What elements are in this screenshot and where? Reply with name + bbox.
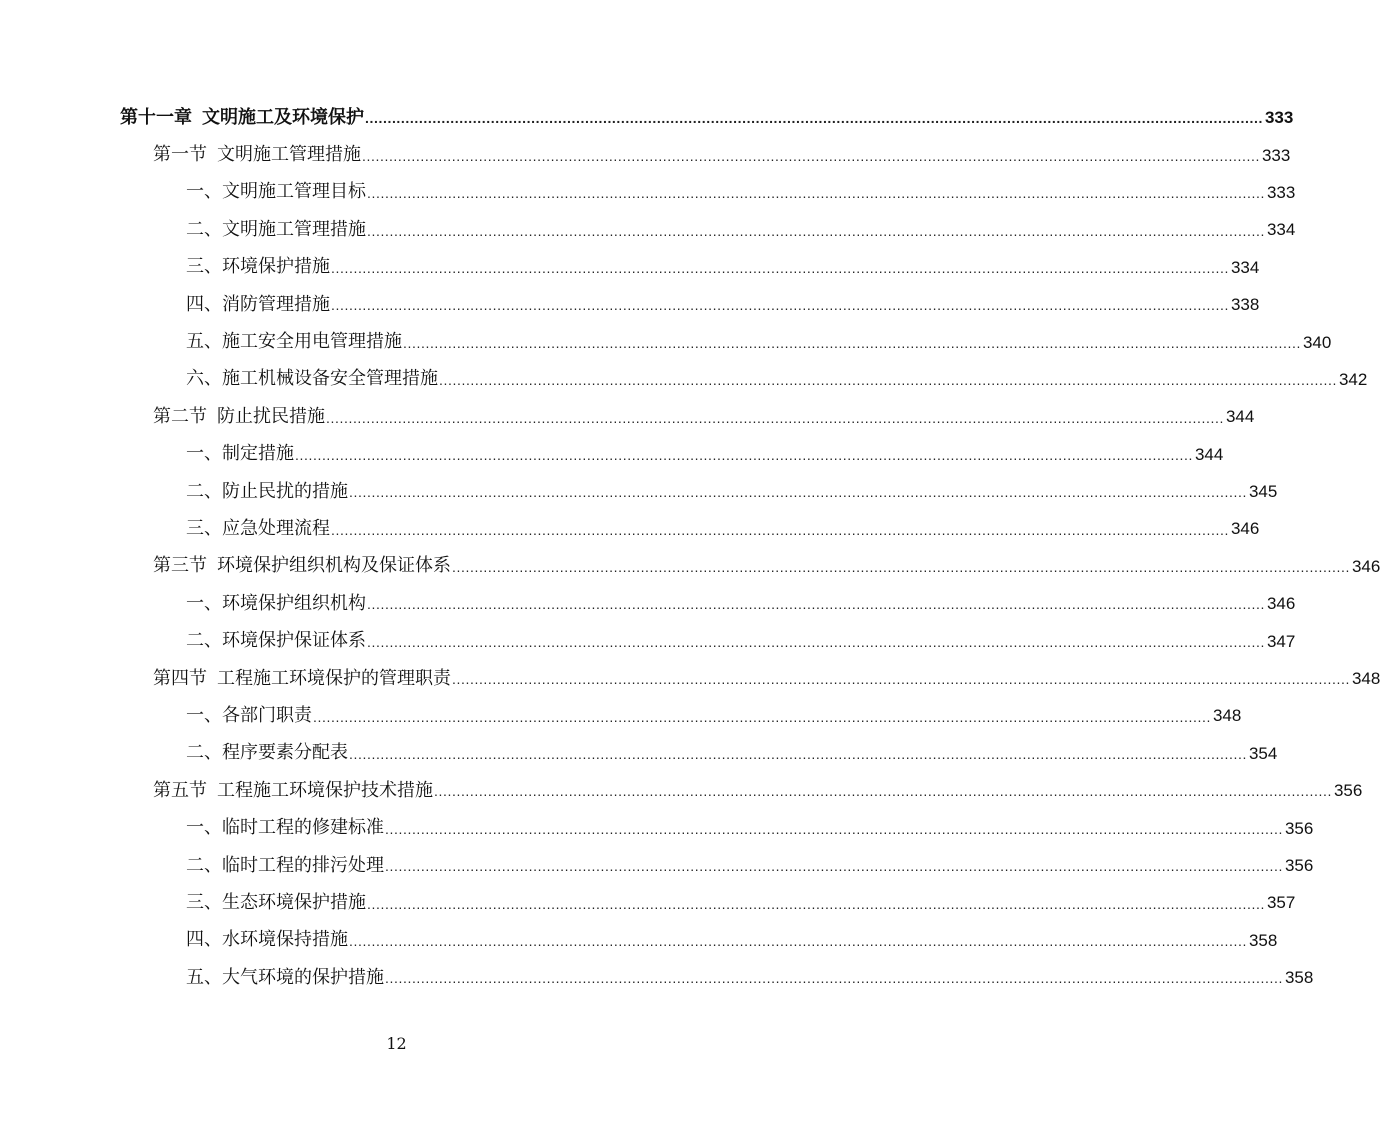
toc-entry-label	[186, 517, 331, 539]
toc-dot-leader: ........................................................................................................................................................................................................	[349, 484, 1247, 501]
toc-dot-leader: ........................................................................................................................................................................................................	[331, 259, 1229, 276]
toc-entry-title: 文明施工管理措施	[217, 144, 361, 166]
toc-entry-label	[153, 146, 362, 164]
toc-dot-leader: ........................................................................................................................................................................................................	[385, 858, 1283, 875]
toc-entry-page: 358	[1284, 968, 1314, 988]
toc-entry-title: 四、水环境保持措施	[186, 929, 348, 951]
toc-entry-title: 一、环境保护组织机构	[186, 592, 366, 614]
toc-entry-page: 338	[1230, 295, 1260, 315]
toc-item-entry[interactable]	[0, 473, 1278, 510]
toc-entry-title: 四、消防管理措施	[186, 293, 330, 315]
toc-entry-title: 二、临时工程的排污处理	[186, 854, 384, 876]
toc-entry-title: 三、环境保护措施	[186, 256, 330, 278]
toc-item-entry[interactable]	[0, 361, 1368, 398]
toc-entry-label	[186, 480, 349, 502]
toc-entry-page: 348	[1351, 669, 1380, 689]
toc-entry-label	[153, 557, 452, 575]
toc-entry-page: 348	[1212, 706, 1242, 726]
toc-entry-title: 一、制定措施	[186, 443, 294, 465]
toc-item-entry[interactable]	[0, 847, 1314, 884]
toc-entry-number: 第三节	[153, 555, 207, 577]
toc-entry-label	[186, 370, 439, 388]
toc-entry-title: 六、施工机械设备安全管理措施	[186, 368, 438, 390]
toc-dot-leader: ........................................................................................................................................................................................................	[365, 110, 1263, 127]
toc-dot-leader: ........................................................................................................................................................................................................	[326, 409, 1224, 426]
toc-item-entry[interactable]	[0, 286, 1260, 323]
toc-entry-page: 333	[1266, 182, 1296, 202]
toc-item-entry[interactable]	[0, 249, 1260, 286]
toc-entry-title: 工程施工环境保护技术措施	[217, 779, 433, 801]
toc-dot-leader: ........................................................................................................................................................................................................	[452, 559, 1350, 576]
toc-entry-page: 346	[1266, 594, 1296, 614]
toc-entry-label	[186, 966, 385, 988]
toc-entry-page: 340	[1302, 332, 1332, 352]
toc-dot-leader: ........................................................................................................................................................................................................	[403, 334, 1301, 351]
toc-section-entry[interactable]	[0, 398, 1255, 435]
toc-entry-page: 333	[1261, 145, 1291, 165]
toc-entry-label	[186, 744, 349, 762]
toc-entry-page: 357	[1266, 893, 1296, 913]
toc-entry-label	[186, 891, 367, 913]
toc-entry-title: 文明施工及环境保护	[202, 106, 364, 128]
toc-dot-leader: ........................................................................................................................................................................................................	[362, 147, 1260, 164]
toc-dot-leader: ........................................................................................................................................................................................................	[367, 222, 1265, 239]
toc-entry-label	[186, 819, 385, 837]
toc-item-entry[interactable]	[0, 585, 1296, 622]
toc-chapter-entry[interactable]	[0, 99, 1294, 136]
toc-entry-label	[186, 445, 295, 463]
toc-entry-title: 三、应急处理流程	[186, 517, 330, 539]
toc-entry-number: 第四节	[153, 667, 207, 689]
toc-item-entry[interactable]	[0, 697, 1242, 734]
toc-entry-number: 第一节	[153, 144, 207, 166]
toc-dot-leader: ........................................................................................................................................................................................................	[367, 895, 1265, 912]
toc-dot-leader: ........................................................................................................................................................................................................	[434, 783, 1332, 800]
toc-dot-leader: ........................................................................................................................................................................................................	[331, 297, 1229, 314]
toc-section-entry[interactable]	[0, 548, 1380, 585]
toc-entry-title: 工程施工环境保护的管理职责	[217, 667, 451, 689]
toc-entry-label	[186, 258, 331, 276]
table-of-contents	[0, 99, 1380, 996]
toc-entry-page: 356	[1284, 856, 1314, 875]
toc-entry-label	[186, 592, 367, 614]
toc-entry-page: 356	[1333, 781, 1363, 801]
toc-item-entry[interactable]	[0, 436, 1224, 473]
toc-item-entry[interactable]	[0, 211, 1296, 248]
toc-dot-leader: ........................................................................................................................................................................................................	[439, 372, 1337, 389]
toc-dot-leader: ........................................................................................................................................................................................................	[313, 708, 1211, 725]
toc-entry-label	[186, 632, 367, 650]
toc-entry-title: 三、生态环境保护措施	[186, 891, 366, 913]
toc-item-entry[interactable]	[0, 922, 1278, 959]
toc-dot-leader: ........................................................................................................................................................................................................	[452, 671, 1350, 688]
toc-entry-page: 346	[1351, 556, 1380, 576]
toc-dot-leader: ........................................................................................................................................................................................................	[295, 446, 1193, 463]
toc-entry-page: 344	[1225, 407, 1255, 427]
toc-entry-label	[186, 931, 349, 949]
toc-dot-leader: ........................................................................................................................................................................................................	[349, 746, 1247, 763]
toc-entry-label	[186, 704, 313, 726]
toc-item-entry[interactable]	[0, 174, 1296, 211]
toc-item-entry[interactable]	[0, 884, 1296, 921]
toc-entry-title: 一、各部门职责	[186, 704, 312, 726]
toc-entry-label	[120, 106, 365, 128]
toc-entry-label	[186, 293, 331, 315]
toc-entry-page: 344	[1194, 444, 1224, 464]
toc-item-entry[interactable]	[0, 959, 1314, 996]
toc-entry-page: 346	[1230, 519, 1260, 539]
toc-dot-leader: ........................................................................................................................................................................................................	[349, 932, 1247, 949]
toc-entry-label	[186, 218, 367, 240]
toc-entry-title: 二、防止民扰的措施	[186, 480, 348, 502]
toc-entry-title: 二、程序要素分配表	[186, 742, 348, 764]
toc-entry-label	[186, 183, 367, 201]
toc-dot-leader: ........................................................................................................................................................................................................	[367, 596, 1265, 613]
toc-entry-title: 一、文明施工管理目标	[186, 181, 366, 203]
toc-entry-label	[186, 333, 403, 351]
toc-entry-page: 345	[1248, 482, 1278, 502]
toc-dot-leader: ........................................................................................................................................................................................................	[367, 185, 1265, 202]
toc-item-entry[interactable]	[0, 735, 1278, 772]
toc-dot-leader: ........................................................................................................................................................................................................	[367, 633, 1265, 650]
toc-entry-page: 356	[1284, 818, 1314, 838]
toc-dot-leader: ........................................................................................................................................................................................................	[385, 820, 1283, 837]
toc-section-entry[interactable]	[0, 772, 1363, 809]
toc-entry-title: 二、文明施工管理措施	[186, 218, 366, 240]
toc-entry-title: 环境保护组织机构及保证体系	[217, 555, 451, 577]
toc-entry-page: 347	[1266, 631, 1296, 651]
toc-entry-page: 354	[1248, 743, 1278, 763]
toc-item-entry[interactable]	[0, 323, 1332, 360]
toc-item-entry[interactable]	[0, 622, 1296, 659]
toc-entry-label	[153, 405, 326, 427]
toc-entry-number: 第十一章	[120, 106, 192, 128]
toc-entry-page: 358	[1248, 930, 1278, 950]
toc-entry-title: 二、环境保护保证体系	[186, 630, 366, 652]
toc-entry-title: 五、大气环境的保护措施	[186, 966, 384, 988]
toc-entry-number: 第二节	[153, 405, 207, 427]
toc-entry-title: 防止扰民措施	[217, 405, 325, 427]
toc-entry-label	[153, 667, 452, 689]
toc-dot-leader: ........................................................................................................................................................................................................	[385, 970, 1283, 987]
toc-entry-page: 334	[1266, 220, 1296, 240]
toc-entry-page: 333	[1264, 108, 1294, 128]
toc-entry-number: 第五节	[153, 779, 207, 801]
toc-item-entry[interactable]	[0, 809, 1314, 846]
toc-entry-title: 五、施工安全用电管理措施	[186, 331, 402, 353]
toc-section-entry[interactable]	[0, 660, 1380, 697]
toc-dot-leader: ........................................................................................................................................................................................................	[331, 521, 1229, 538]
toc-entry-label	[153, 779, 434, 801]
toc-entry-page: 342	[1338, 369, 1368, 389]
toc-entry-page: 334	[1230, 257, 1260, 277]
toc-item-entry[interactable]	[0, 510, 1260, 547]
page-number: 12	[386, 1034, 407, 1053]
toc-entry-label	[186, 854, 385, 876]
toc-entry-title: 一、临时工程的修建标准	[186, 817, 384, 839]
toc-section-entry[interactable]	[0, 136, 1291, 173]
